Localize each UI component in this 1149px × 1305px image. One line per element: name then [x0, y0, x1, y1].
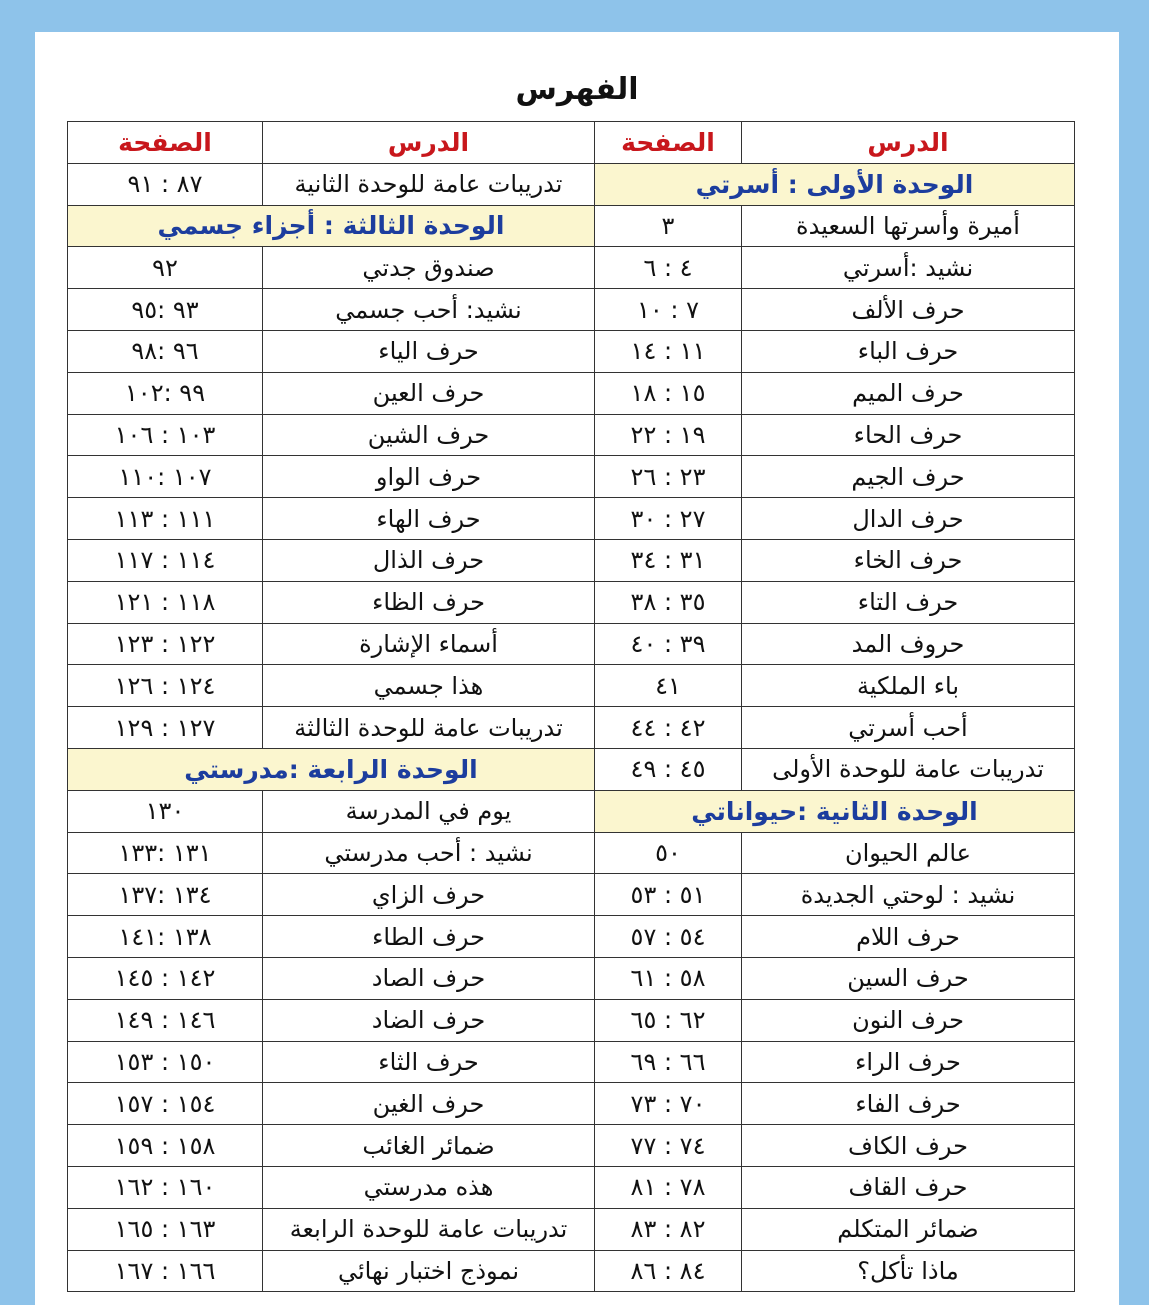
table-row — [68, 539, 1075, 581]
index-table — [67, 121, 1075, 1292]
page-title: الفهرس — [515, 72, 639, 107]
table-row — [68, 1041, 1075, 1083]
page-range: ٤١ — [595, 665, 742, 707]
page-range: ٨٧ : ٩١ — [68, 163, 263, 205]
lesson-name: تدريبات عامة للوحدة الأولى — [742, 748, 1075, 790]
lesson-name: عالم الحيوان — [742, 832, 1075, 874]
page-range: ٧٠ : ٧٣ — [595, 1083, 742, 1125]
table-row — [68, 1083, 1075, 1125]
lesson-name: حرف النون — [742, 999, 1075, 1041]
unit-heading: الوحدة الثانية :حيواناتي — [595, 790, 1075, 832]
page-sheet — [35, 32, 1119, 1305]
table-row — [68, 1208, 1075, 1250]
page-range: ١٩ : ٢٢ — [595, 414, 742, 456]
page-range: ١٥ : ١٨ — [595, 372, 742, 414]
lesson-name: تدريبات عامة للوحدة الثالثة — [263, 707, 595, 749]
lesson-name: حرف الألف — [742, 289, 1075, 331]
lesson-name: هذا جسمي — [263, 665, 595, 707]
table-row — [68, 957, 1075, 999]
lesson-name: حرف الطاء — [263, 916, 595, 958]
page-range: ٣٩ : ٤٠ — [595, 623, 742, 665]
lesson-name: حرف الصاد — [263, 957, 595, 999]
page-range: ١١ : ١٤ — [595, 330, 742, 372]
page-range: ٤٢ : ٤٤ — [595, 707, 742, 749]
page-range: ٣ — [595, 205, 742, 247]
page-range: ٥٠ — [595, 832, 742, 874]
lesson-name: حرف التاء — [742, 581, 1075, 623]
lesson-name: باء الملكية — [742, 665, 1075, 707]
header-row — [68, 122, 1075, 164]
lesson-name: حرف السين — [742, 957, 1075, 999]
lesson-name: صندوق جدتي — [263, 247, 595, 289]
table-row — [68, 330, 1075, 372]
lesson-name: حرف الشين — [263, 414, 595, 456]
table-row — [68, 414, 1075, 456]
page-range: ١٤٦ : ١٤٩ — [68, 999, 263, 1041]
lesson-name: تدريبات عامة للوحدة الثانية — [263, 163, 595, 205]
table-row — [68, 289, 1075, 331]
lesson-name: نشيد :أسرتي — [742, 247, 1075, 289]
page-range: ٢٣ : ٢٦ — [595, 456, 742, 498]
table-row — [68, 1166, 1075, 1208]
lesson-name: حرف العين — [263, 372, 595, 414]
header-page-left: الصفحة — [68, 122, 263, 164]
lesson-name: حرف الميم — [742, 372, 1075, 414]
page-range: ١٢٤ : ١٢٦ — [68, 665, 263, 707]
lesson-name: نشيد: أحب جسمي — [263, 289, 595, 331]
page-range: ٤ : ٦ — [595, 247, 742, 289]
lesson-name: حرف الراء — [742, 1041, 1075, 1083]
page-range: ٩٦ :٩٨ — [68, 330, 263, 372]
page-range: ٦٦ : ٦٩ — [595, 1041, 742, 1083]
lesson-name: أميرة وأسرتها السعيدة — [742, 205, 1075, 247]
table-row — [68, 247, 1075, 289]
table-row — [68, 665, 1075, 707]
table-row — [68, 456, 1075, 498]
page-range: ١٥٠ : ١٥٣ — [68, 1041, 263, 1083]
page-range: ١٣٤ :١٣٧ — [68, 874, 263, 916]
page-range: ١٤٢ : ١٤٥ — [68, 957, 263, 999]
lesson-name: حرف الواو — [263, 456, 595, 498]
header-page-right: الصفحة — [595, 122, 742, 164]
page-range: ٧ : ١٠ — [595, 289, 742, 331]
lesson-name: أحب أسرتي — [742, 707, 1075, 749]
page-range: ٣٥ : ٣٨ — [595, 581, 742, 623]
lesson-name: ضمائر الغائب — [263, 1125, 595, 1167]
table-row — [68, 1250, 1075, 1292]
unit-heading: الوحدة الثالثة : أجزاء جسمي — [68, 205, 595, 247]
lesson-name: حرف الهاء — [263, 498, 595, 540]
lesson-name: نشيد : لوحتي الجديدة — [742, 874, 1075, 916]
table-row — [68, 999, 1075, 1041]
table-row — [68, 748, 1075, 790]
page-range: ٨٤ : ٨٦ — [595, 1250, 742, 1292]
page-range: ٧٨ : ٨١ — [595, 1166, 742, 1208]
lesson-name: حرف الظاء — [263, 581, 595, 623]
table-row — [68, 498, 1075, 540]
lesson-name: حرف الضاد — [263, 999, 595, 1041]
lesson-name: حرف الياء — [263, 330, 595, 372]
lesson-name: حرف الكاف — [742, 1125, 1075, 1167]
page-range: ١١٤ : ١١٧ — [68, 539, 263, 581]
table-row — [68, 581, 1075, 623]
lesson-name: حرف الجيم — [742, 456, 1075, 498]
lesson-name: حرف الذال — [263, 539, 595, 581]
table-row — [68, 874, 1075, 916]
page-range: ١٠٣ : ١٠٦ — [68, 414, 263, 456]
lesson-name: حرف الفاء — [742, 1083, 1075, 1125]
page-range: ١٦٦ : ١٦٧ — [68, 1250, 263, 1292]
table-row — [68, 372, 1075, 414]
table-row — [68, 205, 1075, 247]
lesson-name: حرف اللام — [742, 916, 1075, 958]
lesson-name: أسماء الإشارة — [263, 623, 595, 665]
lesson-name: حرف الزاي — [263, 874, 595, 916]
page-range: ١٣٠ — [68, 790, 263, 832]
page-range: ٥١ : ٥٣ — [595, 874, 742, 916]
lesson-name: ضمائر المتكلم — [742, 1208, 1075, 1250]
page-range: ٩٩ :١٠٢ — [68, 372, 263, 414]
page-range: ٩٣ :٩٥ — [68, 289, 263, 331]
page-range: ٦٢ : ٦٥ — [595, 999, 742, 1041]
lesson-name: حرف الدال — [742, 498, 1075, 540]
index-table-body — [68, 122, 1075, 1292]
header-lesson-right: الدرس — [742, 122, 1075, 164]
page-range: ٧٤ : ٧٧ — [595, 1125, 742, 1167]
page-range: ١٢٢ : ١٢٣ — [68, 623, 263, 665]
header-lesson-left: الدرس — [263, 122, 595, 164]
page-range: ٩٢ — [68, 247, 263, 289]
lesson-name: ماذا تأكل؟ — [742, 1250, 1075, 1292]
lesson-name: هذه مدرستي — [263, 1166, 595, 1208]
page-range: ٣١ : ٣٤ — [595, 539, 742, 581]
table-row — [68, 790, 1075, 832]
lesson-name: نشيد : أحب مدرستي — [263, 832, 595, 874]
page-range: ٥٨ : ٦١ — [595, 957, 742, 999]
page-range: ١٣٨ :١٤١ — [68, 916, 263, 958]
lesson-name: حرف الغين — [263, 1083, 595, 1125]
page-range: ١١١ : ١١٣ — [68, 498, 263, 540]
page-range: ٢٧ : ٣٠ — [595, 498, 742, 540]
table-row — [68, 1125, 1075, 1167]
lesson-name: حرف الباء — [742, 330, 1075, 372]
table-row — [68, 163, 1075, 205]
page-range: ١٥٤ : ١٥٧ — [68, 1083, 263, 1125]
unit-heading: الوحدة الأولى : أسرتي — [595, 163, 1075, 205]
lesson-name: حرف الحاء — [742, 414, 1075, 456]
table-row — [68, 916, 1075, 958]
page-range: ١٦٣ : ١٦٥ — [68, 1208, 263, 1250]
page-range: ٥٤ : ٥٧ — [595, 916, 742, 958]
table-row — [68, 832, 1075, 874]
lesson-name: تدريبات عامة للوحدة الرابعة — [263, 1208, 595, 1250]
page-range: ٨٢ : ٨٣ — [595, 1208, 742, 1250]
page-range: ١٥٨ : ١٥٩ — [68, 1125, 263, 1167]
page-range: ١٢٧ : ١٢٩ — [68, 707, 263, 749]
unit-heading: الوحدة الرابعة :مدرستي — [68, 748, 595, 790]
table-row — [68, 707, 1075, 749]
lesson-name: حروف المد — [742, 623, 1075, 665]
page-range: ١١٨ : ١٢١ — [68, 581, 263, 623]
page-range: ٤٥ : ٤٩ — [595, 748, 742, 790]
page-range: ١٣١ :١٣٣ — [68, 832, 263, 874]
lesson-name: حرف الخاء — [742, 539, 1075, 581]
lesson-name: حرف القاف — [742, 1166, 1075, 1208]
lesson-name: نموذج اختبار نهائي — [263, 1250, 595, 1292]
table-row — [68, 623, 1075, 665]
lesson-name: يوم في المدرسة — [263, 790, 595, 832]
page-range: ١٠٧ :١١٠ — [68, 456, 263, 498]
lesson-name: حرف الثاء — [263, 1041, 595, 1083]
page-range: ١٦٠ : ١٦٢ — [68, 1166, 263, 1208]
